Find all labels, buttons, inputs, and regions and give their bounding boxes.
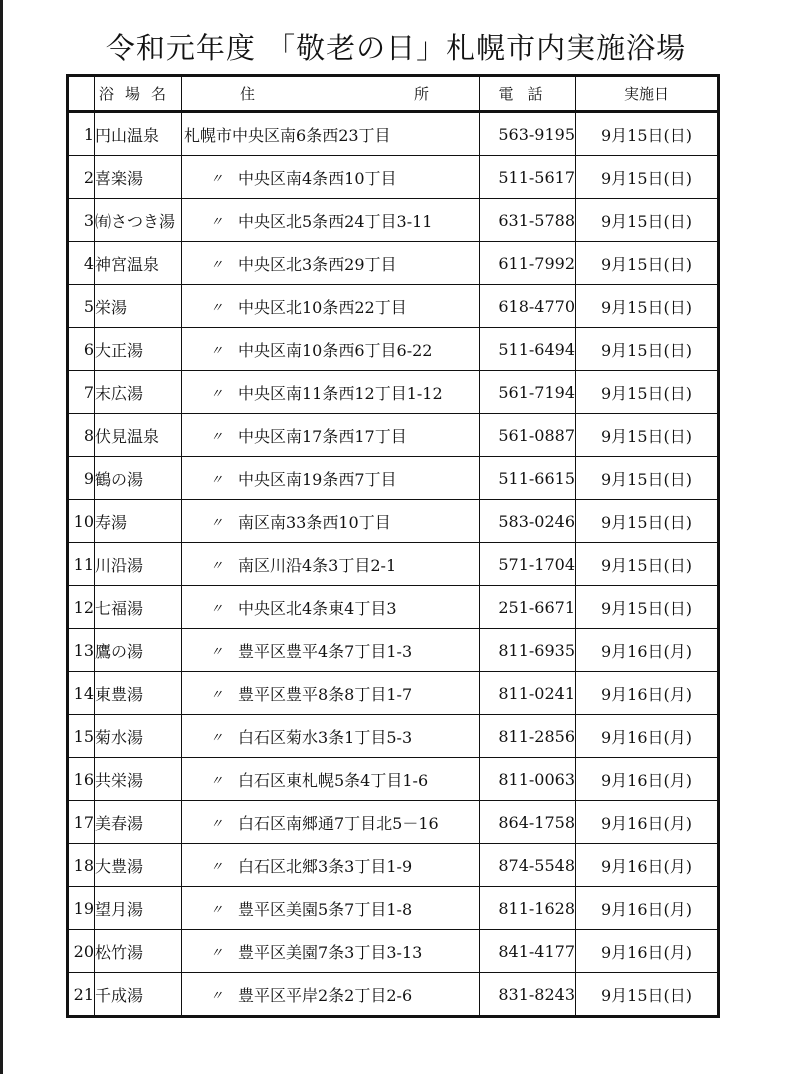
row-number: 17 xyxy=(68,801,95,844)
address-cell xyxy=(182,371,480,414)
header-name: 浴場名 xyxy=(95,76,182,112)
bathhouse-name: 美春湯 xyxy=(95,801,182,844)
table-row xyxy=(68,156,719,199)
phone-number: 811-0241 xyxy=(480,672,576,715)
bathhouse-name: 鶴の湯 xyxy=(95,457,182,500)
ditto-mark: 〃 xyxy=(210,257,224,273)
bathhouse-name: 喜楽湯 xyxy=(95,156,182,199)
address-cell xyxy=(182,199,480,242)
event-date: 9月15日(日) xyxy=(576,500,719,543)
phone-number: 511-6494 xyxy=(480,328,576,371)
ditto-mark: 〃 xyxy=(210,816,224,832)
ditto-mark: 〃 xyxy=(210,773,224,789)
address-cell xyxy=(182,801,480,844)
table-row xyxy=(68,500,719,543)
table-row xyxy=(68,930,719,973)
address-text: 白石区南郷通7丁目北5－16 xyxy=(238,813,439,833)
address-cell xyxy=(182,457,480,500)
address-cell xyxy=(182,414,480,457)
address-text: 中央区北4条東4丁目3 xyxy=(238,598,397,618)
event-date: 9月16日(月) xyxy=(576,844,719,887)
event-date: 9月16日(月) xyxy=(576,629,719,672)
address-text: 白石区東札幌5条4丁目1-6 xyxy=(238,770,429,790)
bathhouse-name: 神宮温泉 xyxy=(95,242,182,285)
row-number: 21 xyxy=(68,973,95,1017)
address-cell xyxy=(182,930,480,973)
ditto-mark: 〃 xyxy=(210,988,224,1004)
header-date: 実施日 xyxy=(576,76,719,112)
address-city-prefix: 札幌市 xyxy=(184,125,233,145)
row-number: 7 xyxy=(68,371,95,414)
row-number: 18 xyxy=(68,844,95,887)
phone-number: 511-5617 xyxy=(480,156,576,199)
row-number: 9 xyxy=(68,457,95,500)
phone-number: 563-9195 xyxy=(480,112,576,156)
row-number: 12 xyxy=(68,586,95,629)
ditto-mark: 〃 xyxy=(210,945,224,961)
header-address xyxy=(182,76,480,112)
row-number: 13 xyxy=(68,629,95,672)
bathhouse-table xyxy=(66,74,720,1018)
address-text: 豊平区豊平4条7丁目1-3 xyxy=(238,641,413,661)
table-row xyxy=(68,414,719,457)
address-text: 中央区南10条西6丁目6-22 xyxy=(238,340,433,360)
address-text: 中央区北5条西24丁目3-11 xyxy=(238,211,433,231)
row-number: 1 xyxy=(68,112,95,156)
bathhouse-name: 鷹の湯 xyxy=(95,629,182,672)
bathhouse-name: 寿湯 xyxy=(95,500,182,543)
phone-number: 561-0887 xyxy=(480,414,576,457)
phone-number: 831-8243 xyxy=(480,973,576,1017)
phone-number: 618-4770 xyxy=(480,285,576,328)
table-row xyxy=(68,715,719,758)
bathhouse-name: 共栄湯 xyxy=(95,758,182,801)
bathhouse-name: 川沿湯 xyxy=(95,543,182,586)
ditto-mark: 〃 xyxy=(210,859,224,875)
address-text: 中央区北3条西29丁目 xyxy=(238,254,397,274)
ditto-mark: 〃 xyxy=(210,214,224,230)
bathhouse-name: 大豊湯 xyxy=(95,844,182,887)
address-text: 中央区南17条西17丁目 xyxy=(238,426,407,446)
phone-number: 631-5788 xyxy=(480,199,576,242)
table-row xyxy=(68,672,719,715)
address-text: 豊平区豊平8条8丁目1-7 xyxy=(238,684,413,704)
phone-number: 811-0063 xyxy=(480,758,576,801)
address-cell xyxy=(182,586,480,629)
bathhouse-name: 大正湯 xyxy=(95,328,182,371)
table-row xyxy=(68,285,719,328)
ditto-mark: 〃 xyxy=(210,601,224,617)
table-row xyxy=(68,543,719,586)
address-cell xyxy=(182,112,480,156)
address-cell xyxy=(182,629,480,672)
header-tel: 電話 xyxy=(480,76,576,112)
table-row xyxy=(68,758,719,801)
bathhouse-name: 伏見温泉 xyxy=(95,414,182,457)
address-cell xyxy=(182,285,480,328)
event-date: 9月15日(日) xyxy=(576,543,719,586)
phone-number: 583-0246 xyxy=(480,500,576,543)
phone-number: 864-1758 xyxy=(480,801,576,844)
bathhouse-name: 七福湯 xyxy=(95,586,182,629)
event-date: 9月16日(月) xyxy=(576,672,719,715)
address-text: 白石区北郷3条3丁目1-9 xyxy=(238,856,413,876)
table-row xyxy=(68,629,719,672)
row-number: 16 xyxy=(68,758,95,801)
row-number: 19 xyxy=(68,887,95,930)
address-cell xyxy=(182,242,480,285)
ditto-mark: 〃 xyxy=(210,515,224,531)
phone-number: 561-7194 xyxy=(480,371,576,414)
event-date: 9月15日(日) xyxy=(576,586,719,629)
header-address-right: 所 xyxy=(413,85,429,103)
event-date: 9月16日(月) xyxy=(576,758,719,801)
bathhouse-name: 菊水湯 xyxy=(95,715,182,758)
table-row xyxy=(68,887,719,930)
ditto-mark: 〃 xyxy=(210,300,224,316)
event-date: 9月15日(日) xyxy=(576,285,719,328)
bathhouse-name: ㈲さつき湯 xyxy=(95,199,182,242)
table-header-row xyxy=(68,76,719,112)
table-row xyxy=(68,973,719,1017)
address-cell xyxy=(182,328,480,371)
ditto-mark: 〃 xyxy=(210,429,224,445)
bathhouse-name: 末広湯 xyxy=(95,371,182,414)
phone-number: 811-6935 xyxy=(480,629,576,672)
row-number: 2 xyxy=(68,156,95,199)
event-date: 9月15日(日) xyxy=(576,371,719,414)
ditto-mark: 〃 xyxy=(210,343,224,359)
event-date: 9月15日(日) xyxy=(576,328,719,371)
phone-number: 611-7992 xyxy=(480,242,576,285)
event-date: 9月15日(日) xyxy=(576,457,719,500)
event-date: 9月15日(日) xyxy=(576,112,719,156)
ditto-mark: 〃 xyxy=(210,472,224,488)
row-number: 10 xyxy=(68,500,95,543)
address-cell xyxy=(182,715,480,758)
phone-number: 511-6615 xyxy=(480,457,576,500)
row-number: 11 xyxy=(68,543,95,586)
table-row xyxy=(68,586,719,629)
address-cell xyxy=(182,844,480,887)
event-date: 9月16日(月) xyxy=(576,801,719,844)
address-text: 豊平区美園7条3丁目3-13 xyxy=(238,942,423,962)
address-text: 中央区南19条西7丁目 xyxy=(238,469,397,489)
phone-number: 841-4177 xyxy=(480,930,576,973)
ditto-mark: 〃 xyxy=(210,644,224,660)
event-date: 9月15日(日) xyxy=(576,199,719,242)
table-row xyxy=(68,199,719,242)
table-row xyxy=(68,457,719,500)
table-row xyxy=(68,242,719,285)
table-row xyxy=(68,371,719,414)
event-date: 9月16日(月) xyxy=(576,930,719,973)
address-text: 豊平区美園5条7丁目1-8 xyxy=(238,899,413,919)
address-text: 南区川沿4条3丁目2-1 xyxy=(238,555,397,575)
phone-number: 811-1628 xyxy=(480,887,576,930)
event-date: 9月15日(日) xyxy=(576,414,719,457)
row-number: 8 xyxy=(68,414,95,457)
address-cell xyxy=(182,500,480,543)
address-text: 中央区南4条西10丁目 xyxy=(238,168,397,188)
bathhouse-name: 円山温泉 xyxy=(95,112,182,156)
row-number: 6 xyxy=(68,328,95,371)
address-cell xyxy=(182,672,480,715)
event-date: 9月16日(月) xyxy=(576,887,719,930)
ditto-mark: 〃 xyxy=(210,171,224,187)
row-number: 20 xyxy=(68,930,95,973)
phone-number: 251-6671 xyxy=(480,586,576,629)
page-left-edge xyxy=(0,0,3,1074)
table-row xyxy=(68,801,719,844)
row-number: 4 xyxy=(68,242,95,285)
ditto-mark: 〃 xyxy=(210,386,224,402)
table-row xyxy=(68,328,719,371)
event-date: 9月15日(日) xyxy=(576,242,719,285)
address-text: 中央区北10条西22丁目 xyxy=(238,297,407,317)
ditto-mark: 〃 xyxy=(210,902,224,918)
row-number: 5 xyxy=(68,285,95,328)
row-number: 15 xyxy=(68,715,95,758)
page-title: 令和元年度 「敬老の日」札幌市内実施浴場 xyxy=(105,31,687,65)
address-text: 豊平区平岸2条2丁目2-6 xyxy=(238,985,413,1005)
bathhouse-name: 望月湯 xyxy=(95,887,182,930)
bathhouse-name: 東豊湯 xyxy=(95,672,182,715)
phone-number: 571-1704 xyxy=(480,543,576,586)
header-no xyxy=(68,76,95,112)
address-cell xyxy=(182,973,480,1017)
table-row xyxy=(68,844,719,887)
ditto-mark: 〃 xyxy=(210,687,224,703)
bathhouse-name: 千成湯 xyxy=(95,973,182,1017)
event-date: 9月15日(日) xyxy=(576,973,719,1017)
table-body xyxy=(68,112,719,1017)
address-cell xyxy=(182,543,480,586)
bathhouse-name: 松竹湯 xyxy=(95,930,182,973)
address-cell xyxy=(182,156,480,199)
header-address-left: 住 xyxy=(240,85,256,103)
table-row xyxy=(68,112,719,156)
address-cell xyxy=(182,887,480,930)
row-number: 3 xyxy=(68,199,95,242)
address-text: 中央区南6条西23丁目 xyxy=(232,125,391,145)
event-date: 9月16日(月) xyxy=(576,715,719,758)
address-text: 南区南33条西10丁目 xyxy=(238,512,391,532)
address-text: 中央区南11条西12丁目1-12 xyxy=(238,383,443,403)
phone-number: 811-2856 xyxy=(480,715,576,758)
ditto-mark: 〃 xyxy=(210,558,224,574)
address-text: 白石区菊水3条1丁目5-3 xyxy=(238,727,413,747)
address-cell xyxy=(182,758,480,801)
row-number: 14 xyxy=(68,672,95,715)
event-date: 9月15日(日) xyxy=(576,156,719,199)
ditto-mark: 〃 xyxy=(210,730,224,746)
phone-number: 874-5548 xyxy=(480,844,576,887)
bathhouse-name: 栄湯 xyxy=(95,285,182,328)
